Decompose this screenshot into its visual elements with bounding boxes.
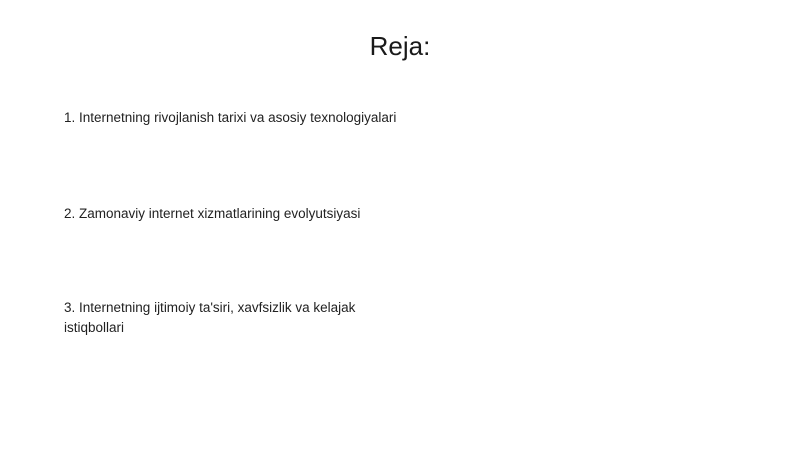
plan-item-3: 3. Internetning ijtimoiy ta'siri, xavfsizlik va kelajak istiqbollari [64,300,356,335]
plan-item-1: 1. Internetning rivojlanish tarixi va asosiy texnologiyalari [64,110,397,125]
slide-title: Reja: [369,31,431,61]
plan-item-2: 2. Zamonaviy internet xizmatlarining evolyutsiyasi [64,206,361,221]
